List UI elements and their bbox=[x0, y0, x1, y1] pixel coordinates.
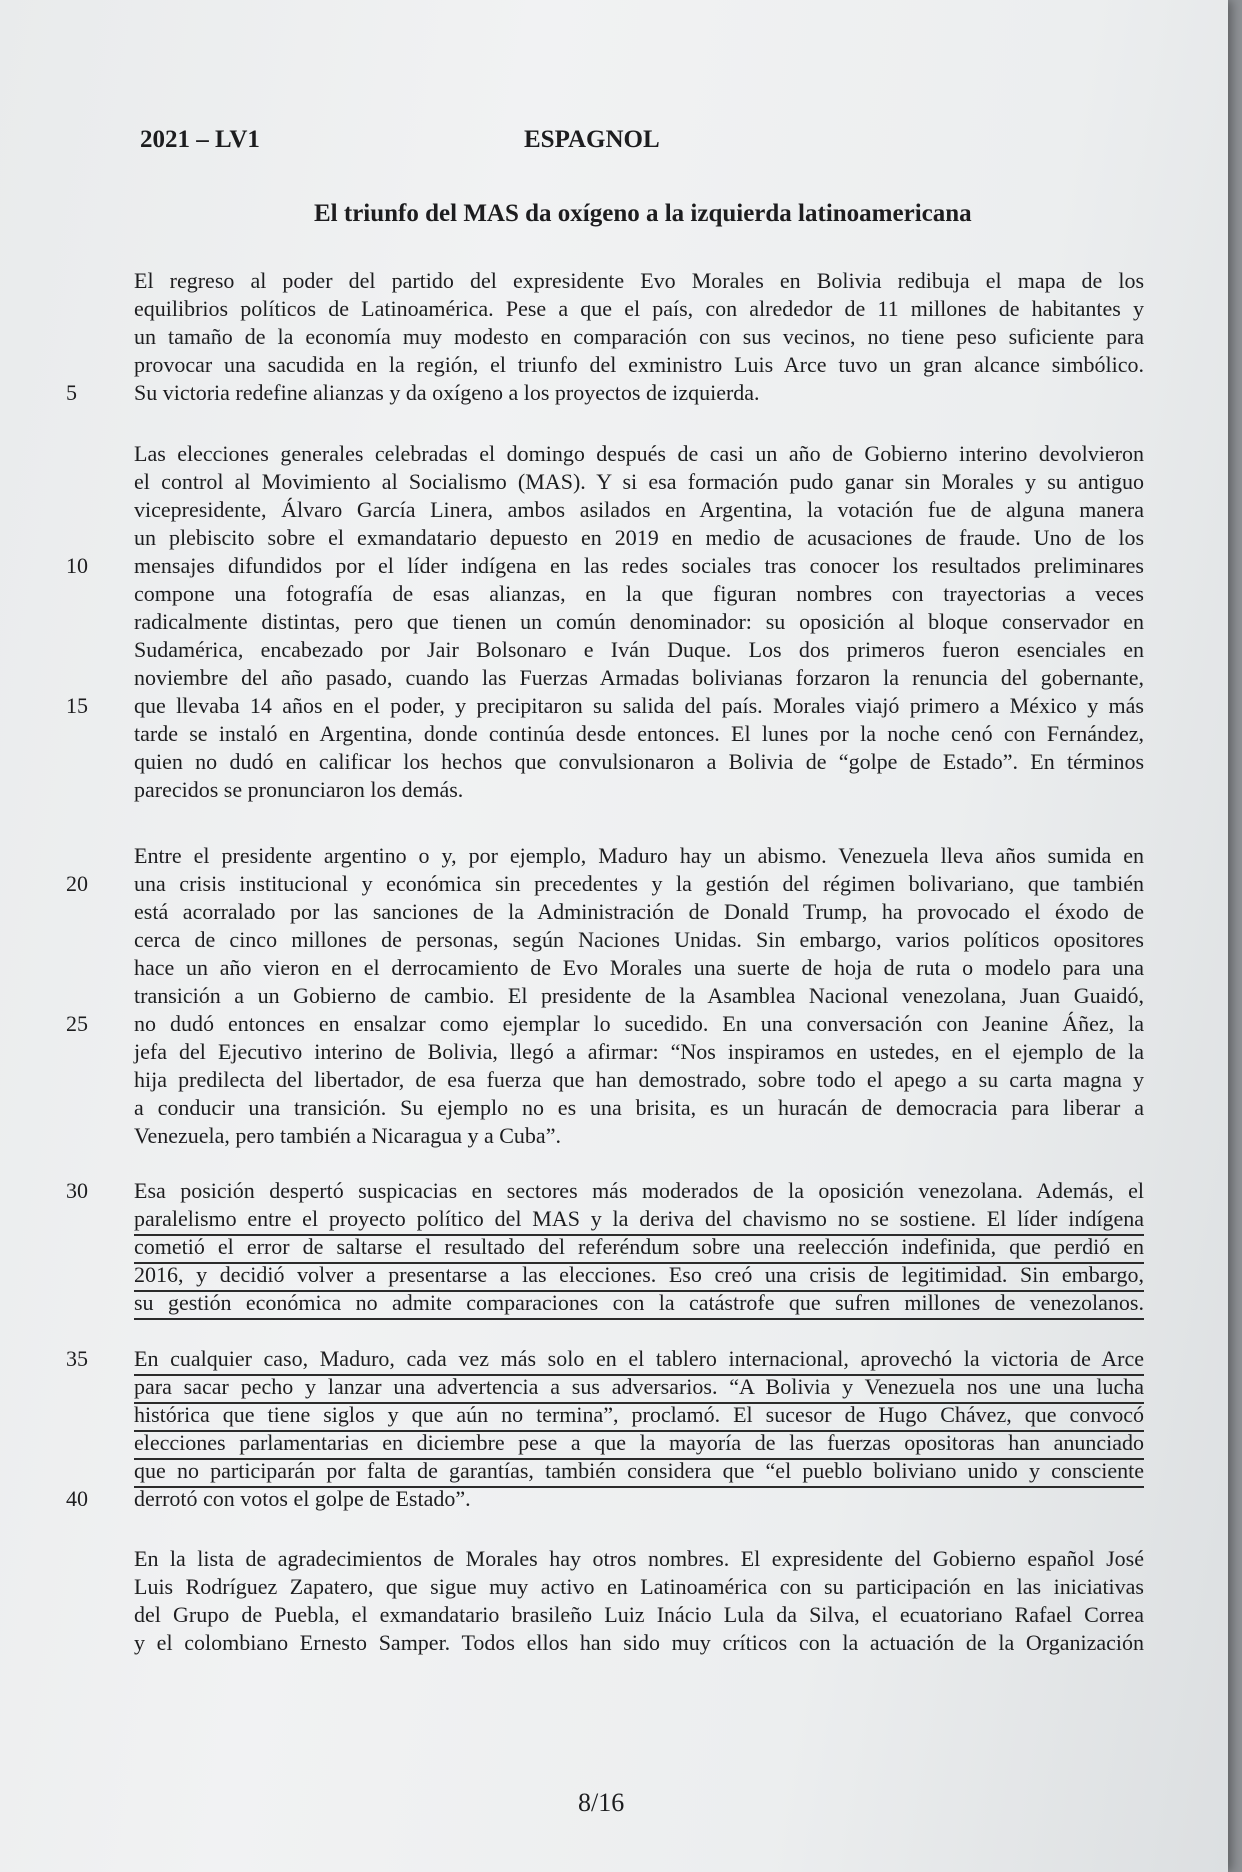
underlined-text-line: su gestión económica no admite comparaciones con la catástrofe que sufren millones de venezolanos. bbox=[134, 1290, 1144, 1320]
text-line: jefa del Ejecutivo interino de Bolivia, llegó a afirmar: “Nos inspiramos en ustedes, en el ejemplo de la bbox=[134, 1039, 1144, 1064]
underlined-text-line: paralelismo entre el proyecto político del MAS y la deriva del chavismo no se sostiene. El líder indígena bbox=[134, 1206, 1144, 1236]
text-line: transición a un Gobierno de cambio. El presidente de la Asamblea Nacional venezolana, Juan Guaidó, bbox=[134, 983, 1144, 1008]
text-line: compone una fotografía de esas alianzas, en la que figuran nombres con trayectorias a veces bbox=[134, 581, 1144, 606]
text-line: Luis Rodríguez Zapatero, que sigue muy activo en Latinoamérica con su participación en las iniciativas bbox=[134, 1574, 1144, 1599]
text-line: que llevaba 14 años en el poder, y precipitaron su salida del país. Morales viajó primero a México y más bbox=[134, 693, 1144, 718]
text-line: Entre el presidente argentino o y, por ejemplo, Maduro hay un abismo. Venezuela lleva años sumida en bbox=[134, 843, 1144, 868]
text-line: noviembre del año pasado, cuando las Fuerzas Armadas bolivianas forzaron la renuncia del gobernante, bbox=[134, 665, 1144, 690]
text-line: hija predilecta del libertador, de esa fuerza que han demostrado, sobre todo el apego a su carta magna y bbox=[134, 1067, 1144, 1092]
text-line: del Grupo de Puebla, el exmandatario brasileño Luiz Inácio Lula da Silva, el ecuatoriano Rafael Correa bbox=[134, 1602, 1144, 1627]
text-line: una crisis institucional y económica sin precedentes y la gestión del régimen bolivariano, que también bbox=[134, 871, 1144, 896]
text-line: parecidos se pronunciaron los demás. bbox=[134, 777, 464, 802]
text-line: no dudó entonces en ensalzar como ejemplar lo sucedido. En una conversación con Jeanine Áñez, la bbox=[134, 1011, 1144, 1036]
page-number: 8/16 bbox=[578, 1788, 625, 1817]
underlined-text-line: En cualquier caso, Maduro, cada vez más solo en el tablero internacional, aprovechó la victoria de Arce bbox=[134, 1346, 1144, 1376]
text-line: mensajes difundidos por el líder indígena en las redes sociales tras conocer los resultados preliminares bbox=[134, 553, 1144, 578]
text-line: Venezuela, pero también a Nicaragua y a Cuba”. bbox=[134, 1123, 561, 1148]
text-line: hace un año vieron en el derrocamiento de Evo Morales una suerte de hoja de ruta o modelo para una bbox=[134, 955, 1144, 980]
text-line: a conducir una transición. Su ejemplo no es una brisita, es un huracán de democracia para liberar a bbox=[134, 1095, 1144, 1120]
line-number: 20 bbox=[66, 871, 88, 896]
exam-year-label: 2021 – LV1 bbox=[140, 126, 260, 153]
line-number: 35 bbox=[66, 1346, 88, 1371]
underlined-text-line: derrotó con votos el golpe de Estado”. bbox=[134, 1486, 471, 1511]
text-line: está acorralado por las sanciones de la Administración de Donald Trump, ha provocado el éxodo de bbox=[134, 899, 1144, 924]
text-line: tarde se instaló en Argentina, donde continúa desde entonces. El lunes por la noche cenó con Fernández, bbox=[134, 721, 1144, 746]
text-line: y el colombiano Ernesto Samper. Todos ellos han sido muy críticos con la actuación de la Organización bbox=[134, 1630, 1144, 1655]
text-line: el control al Movimiento al Socialismo (MAS). Y si esa formación pudo ganar sin Morales y su antiguo bbox=[134, 469, 1144, 494]
text-line: cerca de cinco millones de personas, según Naciones Unidas. Sin embargo, varios políticos opositores bbox=[134, 927, 1144, 952]
text-line: El regreso al poder del partido del expresidente Evo Morales en Bolivia redibuja el mapa de los bbox=[134, 268, 1144, 293]
text-line: vicepresidente, Álvaro García Linera, ambos asilados en Argentina, la votación fue de alguna manera bbox=[134, 497, 1144, 522]
article-title: El triunfo del MAS da oxígeno a la izquierda latinoamericana bbox=[314, 200, 972, 227]
text-line: Esa posición despertó suspicacias en sectores más moderados de la oposición venezolana. Además, el bbox=[134, 1178, 1144, 1203]
line-number: 15 bbox=[66, 693, 88, 718]
text-line: provocar una sacudida en la región, el triunfo del exministro Luis Arce tuvo un gran alcance simbólico. bbox=[134, 352, 1144, 377]
text-line: Sudamérica, encabezado por Jair Bolsonaro e Iván Duque. Los dos primeros fueron esenciales en bbox=[134, 637, 1144, 662]
line-number: 25 bbox=[66, 1011, 88, 1036]
underlined-text-line: para sacar pecho y lanzar una advertencia a sus adversarios. “A Bolivia y Venezuela nos une una lucha bbox=[134, 1374, 1144, 1404]
text-line: Su victoria redefine alianzas y da oxígeno a los proyectos de izquierda. bbox=[134, 380, 760, 405]
text-line: Las elecciones generales celebradas el domingo después de casi un año de Gobierno interino devolvieron bbox=[134, 441, 1144, 466]
underlined-text-line: histórica que tiene siglos y que aún no termina”, proclamó. El sucesor de Hugo Chávez, que convocó bbox=[134, 1402, 1144, 1432]
text-line: un tamaño de la economía muy modesto en comparación con sus vecinos, no tiene peso suficiente para bbox=[134, 324, 1144, 349]
underlined-text-line: elecciones parlamentarias en diciembre pese a que la mayoría de las fuerzas opositoras han anunciado bbox=[134, 1430, 1144, 1460]
underlined-text-line: que no participarán por falta de garantías, también considera que “el pueblo boliviano unido y consciente bbox=[134, 1458, 1144, 1488]
line-number: 10 bbox=[66, 553, 88, 578]
text-line: un plebiscito sobre el exmandatario depuesto en 2019 en medio de acusaciones de fraude. Uno de los bbox=[134, 525, 1144, 550]
text-line: quien no dudó en calificar los hechos que convulsionaron a Bolivia de “golpe de Estado”. En términos bbox=[134, 749, 1144, 774]
underlined-text-line: 2016, y decidió volver a presentarse a las elecciones. Eso creó una crisis de legitimidad. Sin embargo, bbox=[134, 1262, 1144, 1292]
line-number: 40 bbox=[66, 1486, 88, 1511]
text-line: En la lista de agradecimientos de Morales hay otros nombres. El expresidente del Gobierno español José bbox=[134, 1546, 1144, 1571]
underlined-text-line: cometió el error de saltarse el resultado del referéndum sobre una reelección indefinida, que perdió en bbox=[134, 1234, 1144, 1264]
line-number: 30 bbox=[66, 1178, 88, 1203]
text-line: radicalmente distintas, pero que tienen un común denominador: su oposición al bloque conservador en bbox=[134, 609, 1144, 634]
subject-heading: ESPAGNOL bbox=[524, 126, 660, 153]
text-line: equilibrios políticos de Latinoamérica. Pese a que el país, con alrededor de 11 millones de habitantes y bbox=[134, 296, 1144, 321]
line-number: 5 bbox=[66, 380, 77, 405]
